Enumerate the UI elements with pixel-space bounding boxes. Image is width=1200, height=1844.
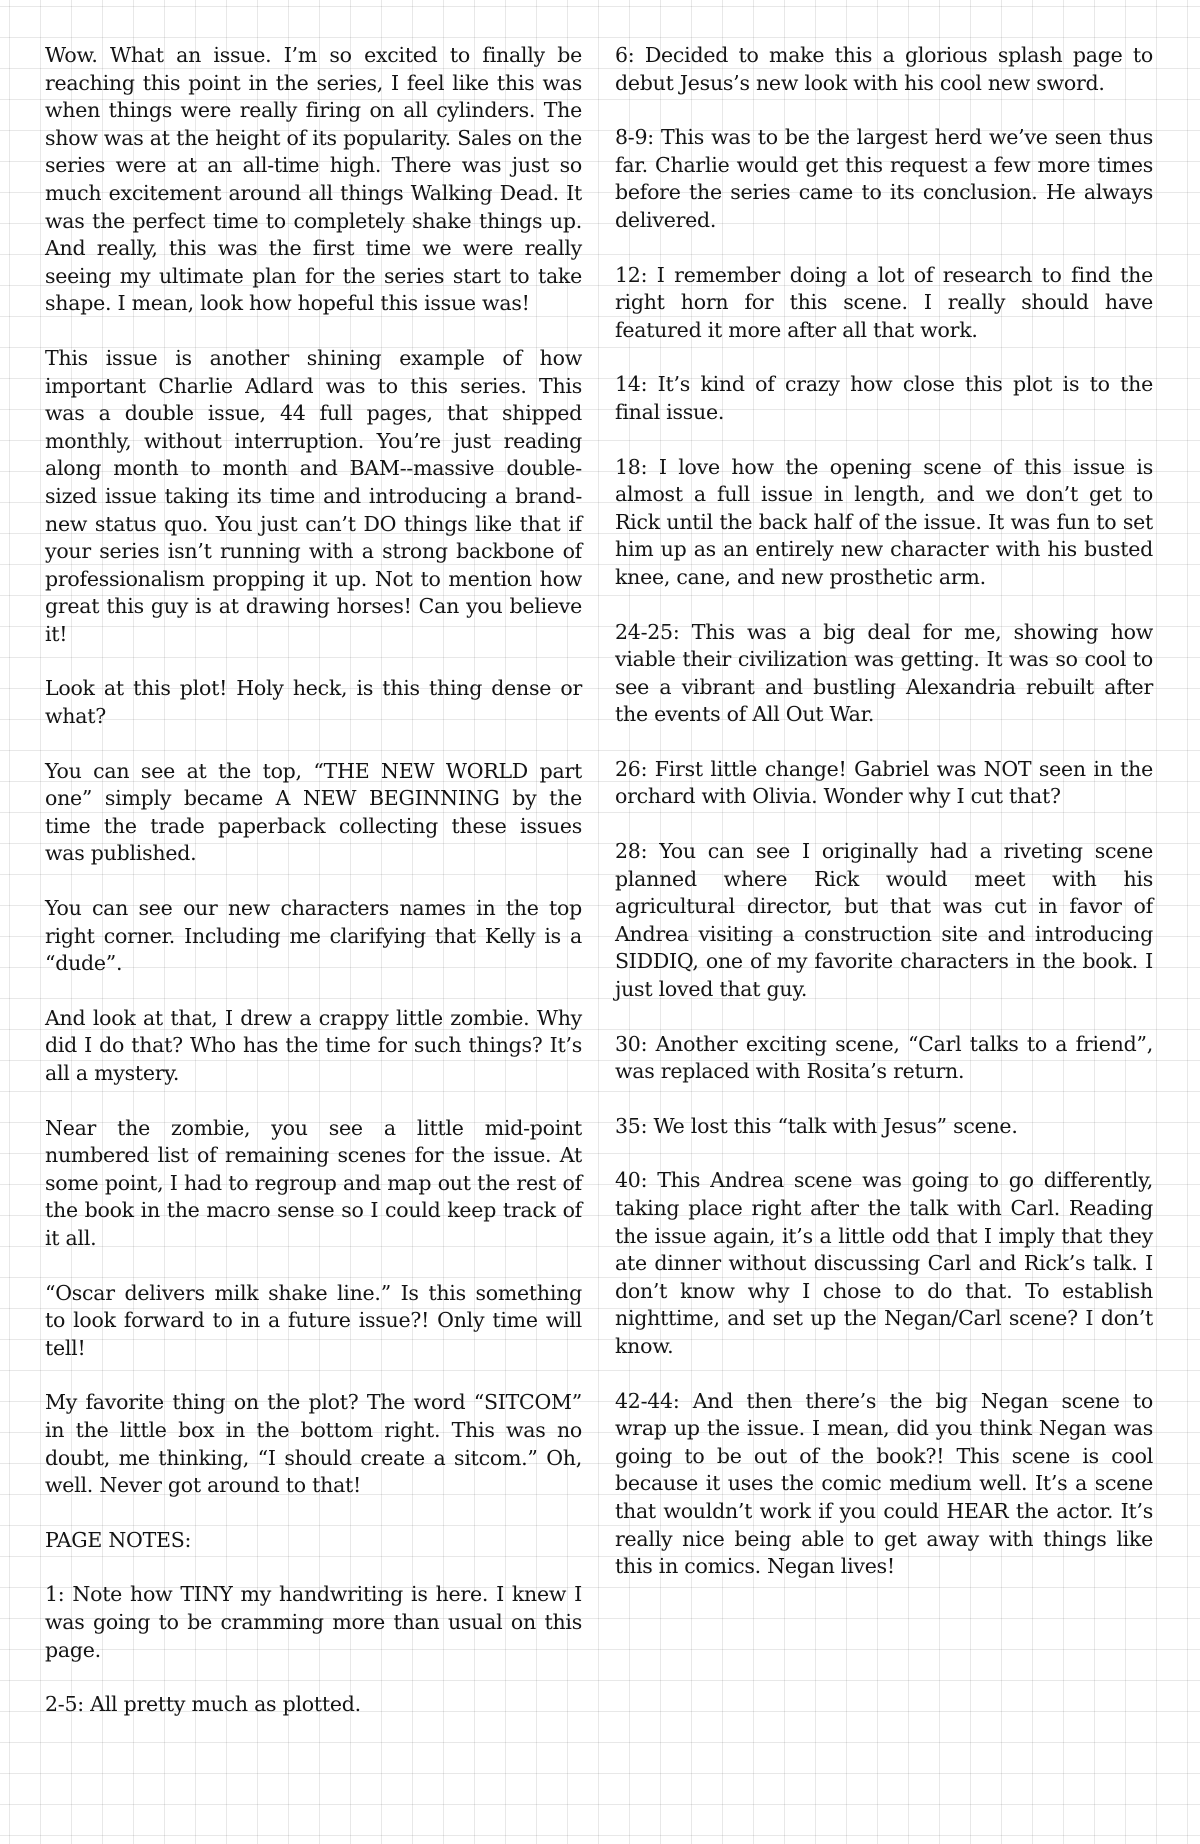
page-note-14: 14: It’s kind of crazy how close this plot is to the final issue. — [615, 372, 1153, 424]
page-notes-heading: PAGE NOTES: — [45, 1527, 192, 1552]
page-note-42-44: 42-44: And then there’s the big Negan scene to wrap up the issue. I mean, did you think Negan was going to be out of the book?! This scene is cool because it uses the comic medium well. It’s a scene that wouldn’t work if you could HEAR the actor. It’s really nice being able to get away with things like this in comics. Negan lives! — [615, 1388, 1153, 1579]
sitcom-paragraph: My favorite thing on the plot? The word “SITCOM” in the little box in the bottom right. This was no doubt, me thinking, “I should create a sitcom.” Oh, well. Never got around to that! — [45, 1390, 582, 1498]
plot-paragraph: Look at this plot! Holy heck, is this thing dense or what? — [45, 676, 582, 729]
page-note-8-9: 8-9: This was to be the largest herd we’ve seen thus far. Charlie would get this request a few more times before the series came to its conclusion. He always delivered. — [615, 125, 1153, 232]
page-note-30: 30: Another exciting scene, “Carl talks to a friend”, was replaced with Rosita’s return. — [615, 1031, 1153, 1084]
title-change-paragraph: You can see at the top, “THE NEW WORLD part one” simply became A NEW BEGINNING by the time the trade paperback collecting these issues was published. — [45, 758, 582, 866]
page-note-2-5: 2-5: All pretty much as plotted. — [45, 1692, 361, 1717]
page-note-40: 40: This Andrea scene was going to go differently, taking place right after the talk with Carl. Reading the issue again, it’s a little odd that I imply that they ate dinner without discussing Carl and Rick’s talk. I don’t know why I chose to do that. To establish nighttime, and set up the Negan/Carl scene? I don’t know. — [615, 1168, 1153, 1358]
left-text-column — [45, 42, 582, 1746]
scene-list-paragraph: Near the zombie, you see a little mid-point numbered list of remaining scenes for the issue. At some point, I had to regroup and map out the rest of the book in the macro sense so I could keep track of it all. — [45, 1115, 582, 1250]
page-note-24-25: 24-25: This was a big deal for me, showing how viable their civilization was getting. It was so cool to see a vibrant and bustling Alexandria rebuilt after the events of All Out War. — [615, 619, 1153, 727]
charlie-adlard-paragraph: This issue is another shining example of how important Charlie Adlard was to this series. This was a double issue, 44 full pages, that shipped monthly, without interruption. You’re just reading along month to month and BAM--massive double-sized issue taking its time and introducing a brand-new status quo. You just can’t DO things like that if your series isn’t running with a strong backbone of professionalism propping it up. Not to mention how great this guy is at drawing horses! Can you believe it! — [45, 345, 582, 646]
page-note-28: 28: You can see I originally had a riveting scene planned where Rick would meet with his agricultural director, but that was cut in favor of Andrea visiting a construction site and introducing SIDDIQ, one of my favorite characters in the book. I just loved that guy. — [615, 839, 1153, 1002]
right-text-column — [615, 42, 1153, 1608]
page-note-12: 12: I remember doing a lot of research to find the right horn for this scene. I really should have featured it more after all that work. — [615, 262, 1153, 342]
page-note-1: 1: Note how TINY my handwriting is here. I knew I was going to be cramming more than usual on this page. — [45, 1582, 582, 1662]
page-note-35: 35: We lost this “talk with Jesus” scene. — [615, 1113, 1018, 1138]
page-note-18: 18: I love how the opening scene of this issue is almost a full issue in length, and we don’t get to Rick until the back half of the issue. It was fun to set him up as an entirely new character with his busted knee, cane, and new prosthetic arm. — [615, 454, 1153, 589]
intro-paragraph: Wow. What an issue. I’m so excited to finally be reaching this point in the series, I feel like this was when things were really firing on all cylinders. The show was at the height of its popularity. Sales on the series were at an all-time high. There was just so much excitement around all things Walking Dead. It was the perfect time to completely shake things up. And really, this was the first time we were really seeing my ultimate plan for the series start to take shape. I mean, look how hopeful this issue was! — [45, 43, 582, 316]
character-names-paragraph: You can see our new characters names in the top right corner. Including me clarifying that Kelly is a “dude”. — [45, 896, 582, 976]
milk-shake-paragraph: “Oscar delivers milk shake line.” Is this something to look forward to in a future issue?! Only time will tell! — [45, 1280, 582, 1360]
page-note-6: 6: Decided to make this a glorious splash page to debut Jesus’s new look with his cool new sword. — [615, 43, 1153, 95]
zombie-paragraph: And look at that, I drew a crappy little zombie. Why did I do that? Who has the time for such things? It’s all a mystery. — [45, 1005, 582, 1085]
page-note-26: 26: First little change! Gabriel was NOT seen in the orchard with Olivia. Wonder why I cut that? — [615, 756, 1153, 809]
